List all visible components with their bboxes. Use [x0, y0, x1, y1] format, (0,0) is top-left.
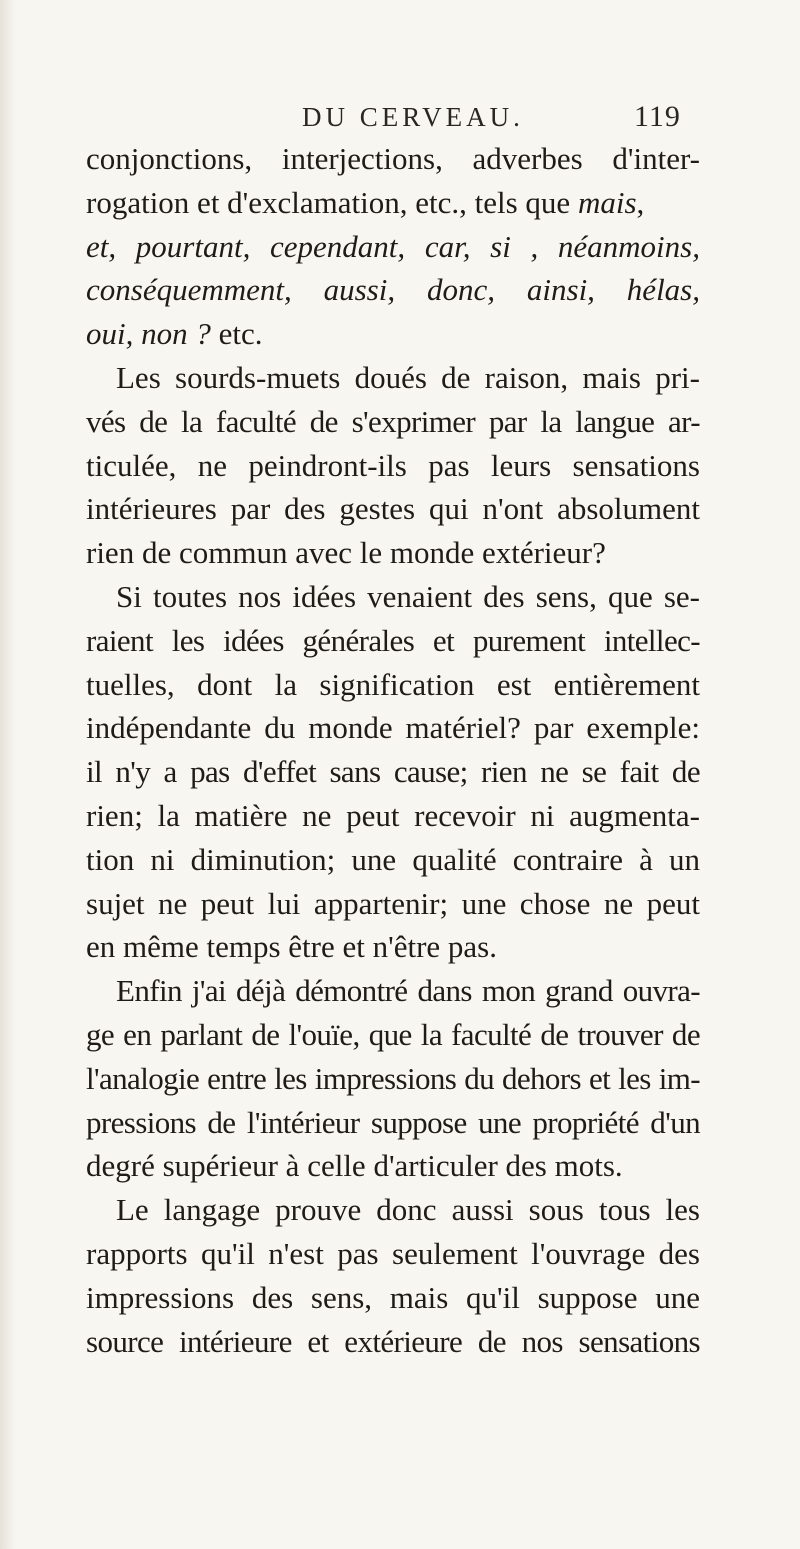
text-line: l'analogie entre les impressions du dehors et les im- — [86, 1060, 700, 1096]
text-line: rien de commun avec le monde extérieur? — [86, 535, 606, 571]
italic-text-line: et, pourtant, cependant, car, si , néanmoins, — [86, 228, 700, 264]
text-line — [86, 312, 700, 356]
text-line: degré supérieur à celle d'articuler des mots. — [86, 1148, 623, 1184]
text-line: impressions des sens, mais qu'il suppose une — [86, 1279, 700, 1315]
text-line: tuelles, dont la signification est entièrement — [86, 666, 700, 702]
text-line — [86, 181, 700, 225]
paragraph-start-line: Le langage prouve donc aussi sous tous les — [116, 1192, 700, 1228]
page-number: 119 — [634, 100, 681, 133]
text-run: etc. — [210, 316, 263, 352]
text-line: pressions de l'intérieur suppose une propriété d'un — [86, 1104, 700, 1140]
body-text — [86, 137, 700, 1363]
text-run: , — [636, 184, 645, 220]
text-line: sujet ne peut lui appartenir; une chose ne peut — [86, 885, 700, 921]
text-line: tion ni diminution; une qualité contraire à un — [86, 841, 700, 877]
page-header — [0, 102, 800, 142]
text-line: vés de la faculté de s'exprimer par la langue ar- — [86, 403, 700, 439]
page-edge-shadow — [0, 0, 16, 1549]
text-line: ticulée, ne peindront-ils pas leurs sensations — [86, 447, 700, 483]
text-line: rapports qu'il n'est pas seulement l'ouvrage des — [86, 1235, 700, 1271]
paragraph-start-line: Si toutes nos idées venaient des sens, que se- — [116, 578, 700, 614]
text-line: rien; la matière ne peut recevoir ni augmenta- — [86, 797, 700, 833]
text-run: rogation et d'exclamation, etc., tels que — [86, 184, 578, 220]
paragraph-start-line: Les sourds-muets doués de raison, mais pri- — [116, 359, 700, 395]
text-line: source intérieure et extérieure de nos sensations — [86, 1323, 700, 1359]
text-line: conjonctions, interjections, adverbes d'inter- — [86, 141, 700, 176]
text-line: en même temps être et n'être pas. — [86, 929, 497, 965]
paragraph-start-line: Enfin j'ai déjà démontré dans mon grand ouvra- — [116, 973, 700, 1009]
text-line: intérieures par des gestes qui n'ont absolument — [86, 491, 700, 527]
text-line: ge en parlant de l'ouïe, que la faculté de trouver de — [86, 1016, 700, 1052]
text-line: il n'y a pas d'effet sans cause; rien ne se fait de — [86, 754, 700, 790]
italic-term: oui, non ? — [86, 316, 211, 352]
italic-term: mais — [577, 184, 637, 220]
text-line: indépendante du monde matériel? par exemple: — [86, 710, 700, 746]
italic-text-line: conséquemment, aussi, donc, ainsi, hélas, — [86, 272, 700, 308]
text-line: raient les idées générales et purement intellec- — [86, 622, 700, 658]
running-head: DU CERVEAU. — [302, 102, 524, 132]
